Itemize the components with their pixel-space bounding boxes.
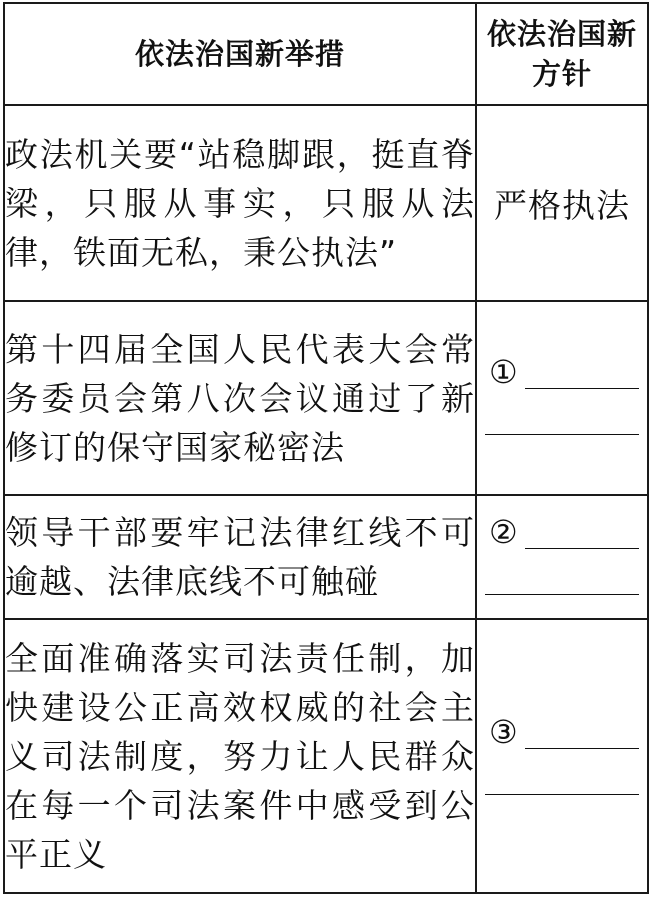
answer-blank-cell — [476, 301, 648, 495]
blank-number: ③ — [489, 713, 518, 751]
answer-line — [525, 748, 639, 749]
answer-line — [525, 548, 639, 549]
table-row — [4, 619, 648, 893]
answer-line — [485, 794, 639, 795]
measure-cell: 领导干部要牢记法律红线不可逾越、法律底线不可触碰 — [4, 495, 476, 619]
principle-cell: 严格执法 — [476, 105, 648, 301]
answer-line — [485, 594, 639, 595]
measure-cell: 全面准确落实司法责任制，加快建设公正高效权威的社会主义司法制度，努力让人民群众在每一个司法案件中感受到公平正义 — [4, 619, 476, 893]
rule-of-law-table — [3, 2, 649, 894]
header-row — [4, 3, 648, 105]
answer-line — [525, 388, 639, 389]
table-row — [4, 105, 648, 301]
header-measures: 依法治国新举措 — [4, 3, 476, 105]
answer-blank-cell — [476, 619, 648, 893]
answer-blank-cell — [476, 495, 648, 619]
measure-cell: 政法机关要“站稳脚跟，挺直脊梁，只服从事实，只服从法律，铁面无私，秉公执法” — [4, 105, 476, 301]
measure-cell: 第十四届全国人民代表大会常务委员会第八次会议通过了新修订的保守国家秘密法 — [4, 301, 476, 495]
header-principle: 依法治国新方针 — [476, 3, 648, 105]
answer-line — [485, 434, 639, 435]
blank-number: ① — [489, 353, 518, 391]
table-row — [4, 301, 648, 495]
blank-number: ② — [489, 513, 518, 551]
table-row — [4, 495, 648, 619]
